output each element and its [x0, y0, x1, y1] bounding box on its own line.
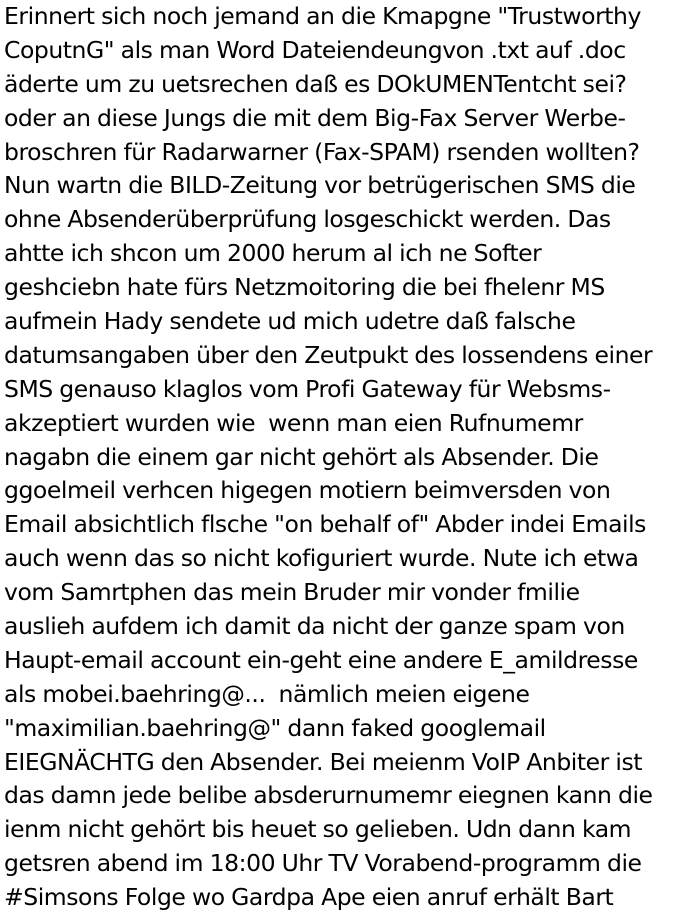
text-line: als mobei.baehring@... nämlich meien eigene — [4, 679, 530, 708]
text-line: aufmein Hady sendete ud mich udetre daß falsche — [4, 307, 576, 336]
text-line: vom Samrtphen das mein Bruder mir vonder fmilie — [4, 578, 580, 607]
text-line: oder an diese Jungs die mit dem Big-Fax Server Werbe- — [4, 103, 626, 132]
text-line: ienm nicht gehört bis heuet so gelieben. Udn dann kam — [4, 815, 632, 844]
text-line: EIEGNÄCHTG den Absender. Bei meienm VoIP Anbiter ist — [4, 747, 643, 776]
text-line: broschren für Radarwarner (Fax-SPAM) rsenden wollten? — [4, 137, 640, 166]
text-line: "maximilian.baehring@" dann faked googlemail — [4, 713, 546, 742]
text-line: nagabn die einem gar nicht gehört als Absender. Die — [4, 442, 599, 471]
text-line: SMS genauso klaglos vom Profi Gateway für Websms- — [4, 374, 611, 403]
text-line: auch wenn das so nicht kofiguriert wurde. Nute ich etwa — [4, 544, 639, 573]
text-line: #Simsons Folge wo Gardpa Ape eien anruf erhält Bart — [4, 883, 614, 912]
text-line: Haupt-email account ein-geht eine andere E_amildresse — [4, 645, 638, 674]
text-line: Email absichtlich flsche "on behalf of" Abder indei Emails — [4, 510, 646, 539]
body-text — [4, 0, 680, 915]
text-line: Nun wartn die BILD-Zeitung vor betrügerischen SMS die — [4, 171, 636, 200]
text-line: CoputnG" als man Word Dateiendeungvon .txt auf .doc — [4, 35, 626, 64]
text-line: äderte um zu uetsrechen daß es DOkUMENTentcht sei? — [4, 69, 627, 98]
text-line: datumsangaben über den Zeutpukt des lossendens einer — [4, 340, 653, 369]
text-line: ggoelmeil verhcen higegen motiern beimversden von — [4, 476, 611, 505]
text-line: geshciebn hate fürs Netzmoitoring die bei fhelenr MS — [4, 273, 605, 302]
text-line: getsren abend im 18:00 Uhr TV Vorabend-programm die — [4, 849, 642, 878]
text-line: ohne Absenderüberprüfung losgeschickt werden. Das — [4, 205, 611, 234]
text-line: akzeptiert wurden wie wenn man eien Rufnumemr — [4, 408, 583, 437]
text-line: das damn jede belibe absderurnumemr eiegnen kann die — [4, 781, 653, 810]
text-line: ahtte ich shcon um 2000 herum al ich ne Softer — [4, 239, 542, 268]
text-line: auslieh aufdem ich damit da nicht der ganze spam von — [4, 612, 625, 641]
text-line: Erinnert sich noch jemand an die Kmapgne "Trustworthy — [4, 2, 641, 30]
